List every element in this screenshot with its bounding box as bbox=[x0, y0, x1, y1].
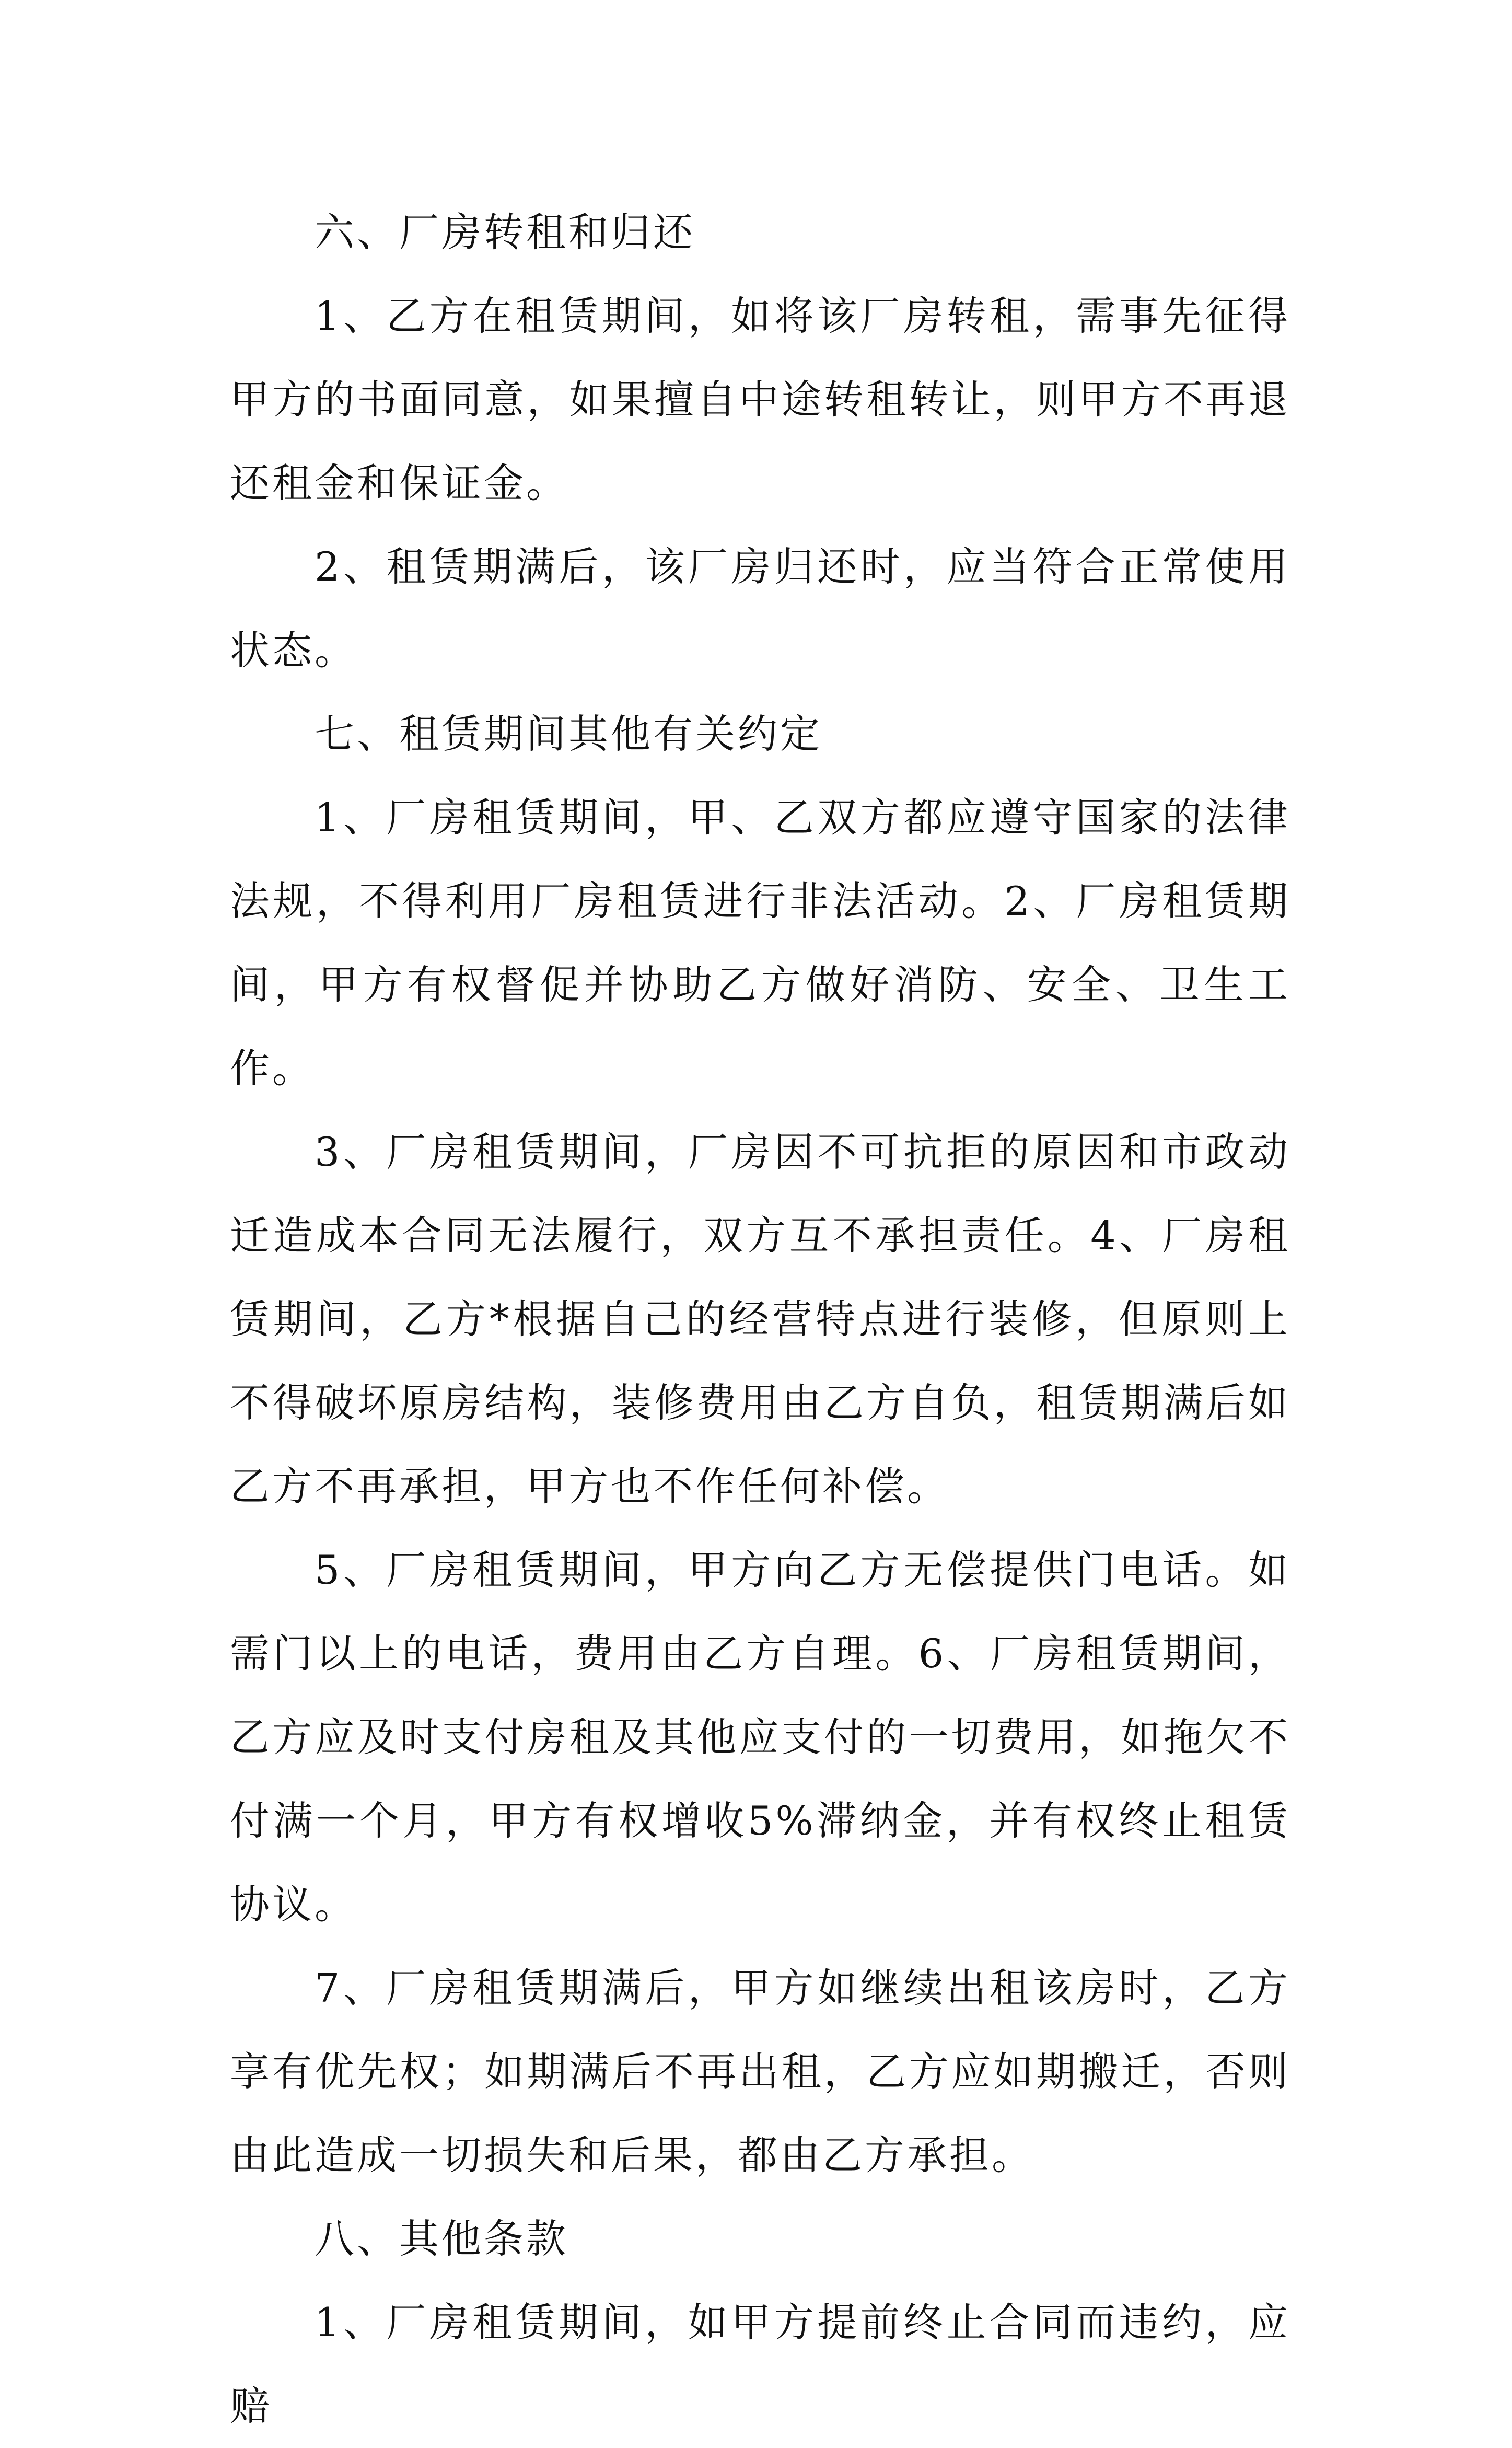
paragraph: 1、乙方在租赁期间，如将该厂房转租，需事先征得甲方的书面同意，如果擅自中途转租转让，则甲方不再退还租金和保证金。 bbox=[230, 293, 1290, 506]
paragraph: 5、厂房租赁期间，甲方向乙方无偿提供门电话。如需门以上的电话，费用由乙方自理。6、厂房租赁期间，乙方应及时支付房租及其他应支付的一切费用，如拖欠不付满一个月，甲方有权增收5%滞纳金，并有权终止租赁协议。 bbox=[230, 1547, 1290, 1928]
paragraph: 1、厂房租赁期间，如甲方提前终止合同而违约，应赔 bbox=[230, 2299, 1290, 2429]
paragraph: 1、厂房租赁期间，甲、乙双方都应遵守国家的法律法规，不得利用厂房租赁进行非法活动。2、厂房租赁期间，甲方有权督促并协助乙方做好消防、安全、卫生工作。 bbox=[230, 794, 1290, 1092]
section-heading-other-terms: 八、其他条款 bbox=[315, 2215, 568, 2262]
section-heading-other-agreements: 七、租赁期间其他有关约定 bbox=[315, 711, 822, 757]
section-heading-sublease-return: 六、厂房转租和归还 bbox=[315, 209, 695, 256]
paragraph: 3、厂房租赁期间，厂房因不可抗拒的原因和市政动迁造成本合同无法履行，双方互不承担责任。4、厂房租赁期间，乙方*根据自己的经营特点进行装修，但原则上不得破坏原房结构，装修费用由乙方自负，租赁期满后如乙方不再承担，甲方也不作任何补偿。 bbox=[230, 1129, 1290, 1510]
paragraph: 7、厂房租赁期满后，甲方如继续出租该房时，乙方享有优先权；如期满后不再出租，乙方应如期搬迁，否则由此造成一切损失和后果，都由乙方承担。 bbox=[230, 1965, 1290, 2178]
paragraph: 2、租赁期满后，该厂房归还时，应当符合正常使用状态。 bbox=[230, 543, 1290, 674]
document-body bbox=[230, 191, 1290, 2448]
